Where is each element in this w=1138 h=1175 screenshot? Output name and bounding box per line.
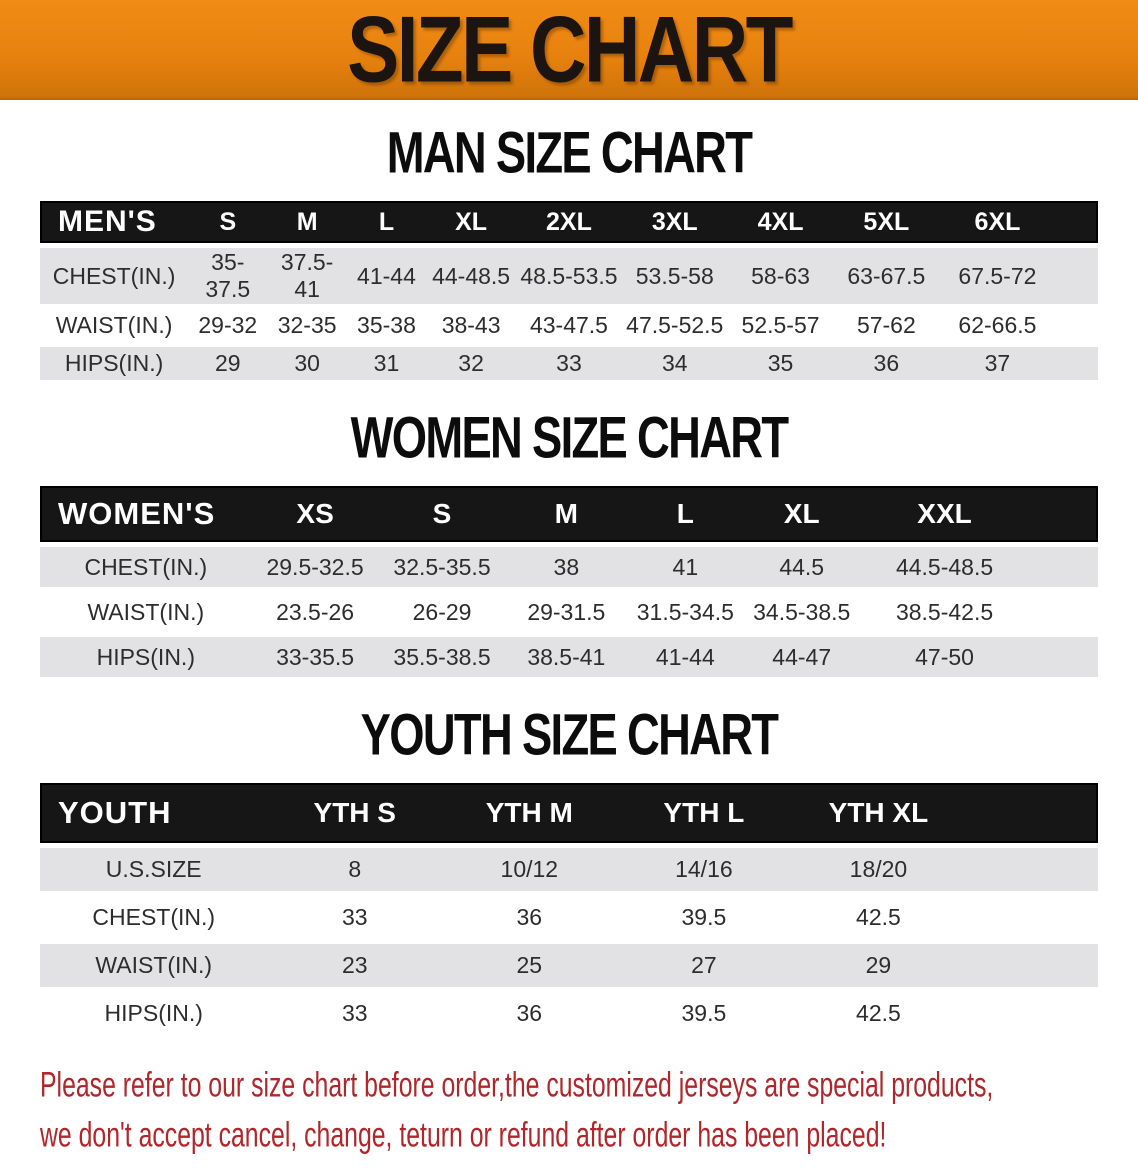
row-label: HIPS(IN.) [40, 347, 188, 380]
column-header: YTH L [617, 783, 792, 843]
table-row [40, 592, 1098, 632]
table-corner-label: MEN'S [40, 201, 188, 243]
size-value-cell: 43-47.5 [516, 309, 622, 342]
column-header: YTH XL [791, 783, 966, 843]
size-value-cell: 38 [506, 547, 628, 587]
column-header: 6XL [939, 201, 1055, 243]
size-value-cell: 29 [188, 347, 267, 380]
row-label: WAIST(IN.) [40, 309, 188, 342]
women-section-heading-text: WOMEN SIZE CHART [350, 405, 788, 471]
size-value-cell: 62-66.5 [939, 309, 1055, 342]
table-row [40, 848, 1098, 891]
column-header: 5XL [833, 201, 939, 243]
column-header: S [188, 201, 267, 243]
size-value-cell: 23 [267, 944, 442, 987]
row-label: U.S.SIZE [40, 848, 267, 891]
size-value-cell: 36 [442, 896, 617, 939]
row-label: CHEST(IN.) [40, 896, 267, 939]
size-value-cell: 31.5-34.5 [627, 592, 743, 632]
banner-title: SIZE CHART [347, 0, 791, 103]
size-value-cell: 35.5-38.5 [379, 637, 506, 677]
note-line-2: we don't accept cancel, change, teturn or refund after order has been placed! [40, 1115, 887, 1156]
youth-section-heading [0, 702, 1138, 768]
size-value-cell: 29.5-32.5 [252, 547, 379, 587]
size-value-cell: 32 [426, 347, 516, 380]
size-value-cell: 63-67.5 [833, 248, 939, 304]
spacer-cell [966, 944, 1098, 987]
size-value-cell: 8 [267, 848, 442, 891]
order-disclaimer-note [40, 1060, 1138, 1161]
header-spacer [966, 783, 1098, 843]
size-value-cell: 38.5-42.5 [860, 592, 1029, 632]
table-row [40, 944, 1098, 987]
size-value-cell: 39.5 [617, 992, 792, 1035]
row-label: HIPS(IN.) [40, 992, 267, 1035]
size-value-cell: 38.5-41 [506, 637, 628, 677]
size-value-cell: 35-38 [347, 309, 426, 342]
youth-size-table [40, 778, 1098, 1040]
size-value-cell: 33-35.5 [252, 637, 379, 677]
row-label: HIPS(IN.) [40, 637, 252, 677]
spacer-cell [966, 896, 1098, 939]
size-value-cell: 44.5-48.5 [860, 547, 1029, 587]
size-value-cell: 31 [347, 347, 426, 380]
size-value-cell: 35-37.5 [188, 248, 267, 304]
size-value-cell: 23.5-26 [252, 592, 379, 632]
size-value-cell: 57-62 [833, 309, 939, 342]
column-header: XL [744, 486, 860, 542]
column-header: YTH M [442, 783, 617, 843]
size-value-cell: 58-63 [728, 248, 834, 304]
size-value-cell: 30 [267, 347, 346, 380]
size-value-cell: 37 [939, 347, 1055, 380]
header-row [40, 783, 1098, 843]
size-value-cell: 44.5 [744, 547, 860, 587]
size-value-cell: 33 [267, 992, 442, 1035]
men-size-section [0, 120, 1138, 385]
size-value-cell: 47.5-52.5 [622, 309, 728, 342]
size-value-cell: 33 [267, 896, 442, 939]
spacer-cell [1029, 592, 1098, 632]
spacer-cell [1056, 248, 1098, 304]
table-row [40, 248, 1098, 304]
men-section-heading-text: MAN SIZE CHART [386, 120, 752, 186]
column-header: M [506, 486, 628, 542]
size-value-cell: 29-31.5 [506, 592, 628, 632]
header-row [40, 201, 1098, 243]
column-header: YTH S [267, 783, 442, 843]
size-value-cell: 29 [791, 944, 966, 987]
column-header: M [267, 201, 346, 243]
column-header: 3XL [622, 201, 728, 243]
column-header: S [379, 486, 506, 542]
size-value-cell: 27 [617, 944, 792, 987]
size-value-cell: 42.5 [791, 992, 966, 1035]
table-row [40, 992, 1098, 1035]
size-value-cell: 52.5-57 [728, 309, 834, 342]
size-value-cell: 53.5-58 [622, 248, 728, 304]
table-corner-label: WOMEN'S [40, 486, 252, 542]
size-value-cell: 35 [728, 347, 834, 380]
table-row [40, 896, 1098, 939]
size-value-cell: 26-29 [379, 592, 506, 632]
youth-section-heading-text: YOUTH SIZE CHART [360, 702, 778, 768]
size-value-cell: 37.5-41 [267, 248, 346, 304]
column-header: XS [252, 486, 379, 542]
column-header: XL [426, 201, 516, 243]
spacer-cell [1029, 637, 1098, 677]
header-spacer [1056, 201, 1098, 243]
size-value-cell: 14/16 [617, 848, 792, 891]
note-line-1: Please refer to our size chart before order,the customized jerseys are special products, [40, 1065, 994, 1105]
row-label: CHEST(IN.) [40, 547, 252, 587]
table-row [40, 547, 1098, 587]
size-value-cell: 10/12 [442, 848, 617, 891]
table-row [40, 309, 1098, 342]
size-chart-banner [0, 0, 1138, 103]
row-label: CHEST(IN.) [40, 248, 188, 304]
size-value-cell: 41 [627, 547, 743, 587]
men-size-table [40, 196, 1098, 385]
column-header: 2XL [516, 201, 622, 243]
table-corner-label: YOUTH [40, 783, 267, 843]
table-row [40, 347, 1098, 380]
size-value-cell: 41-44 [627, 637, 743, 677]
size-value-cell: 38-43 [426, 309, 516, 342]
size-value-cell: 32.5-35.5 [379, 547, 506, 587]
column-header: 4XL [728, 201, 834, 243]
size-value-cell: 29-32 [188, 309, 267, 342]
size-value-cell: 36 [442, 992, 617, 1035]
size-value-cell: 33 [516, 347, 622, 380]
men-section-heading [0, 120, 1138, 186]
size-value-cell: 42.5 [791, 896, 966, 939]
column-header: XXL [860, 486, 1029, 542]
row-label: WAIST(IN.) [40, 592, 252, 632]
size-value-cell: 25 [442, 944, 617, 987]
size-value-cell: 18/20 [791, 848, 966, 891]
size-value-cell: 39.5 [617, 896, 792, 939]
size-value-cell: 44-48.5 [426, 248, 516, 304]
size-value-cell: 36 [833, 347, 939, 380]
size-value-cell: 34.5-38.5 [744, 592, 860, 632]
women-size-table [40, 481, 1098, 682]
size-value-cell: 67.5-72 [939, 248, 1055, 304]
header-spacer [1029, 486, 1098, 542]
size-value-cell: 47-50 [860, 637, 1029, 677]
size-value-cell: 44-47 [744, 637, 860, 677]
women-size-section [0, 405, 1138, 682]
size-value-cell: 32-35 [267, 309, 346, 342]
table-row [40, 637, 1098, 677]
spacer-cell [1056, 347, 1098, 380]
header-row [40, 486, 1098, 542]
size-value-cell: 34 [622, 347, 728, 380]
column-header: L [627, 486, 743, 542]
column-header: L [347, 201, 426, 243]
youth-size-section [0, 702, 1138, 1040]
spacer-cell [1029, 547, 1098, 587]
size-value-cell: 41-44 [347, 248, 426, 304]
spacer-cell [1056, 309, 1098, 342]
size-value-cell: 48.5-53.5 [516, 248, 622, 304]
women-section-heading [0, 405, 1138, 471]
spacer-cell [966, 848, 1098, 891]
spacer-cell [966, 992, 1098, 1035]
row-label: WAIST(IN.) [40, 944, 267, 987]
